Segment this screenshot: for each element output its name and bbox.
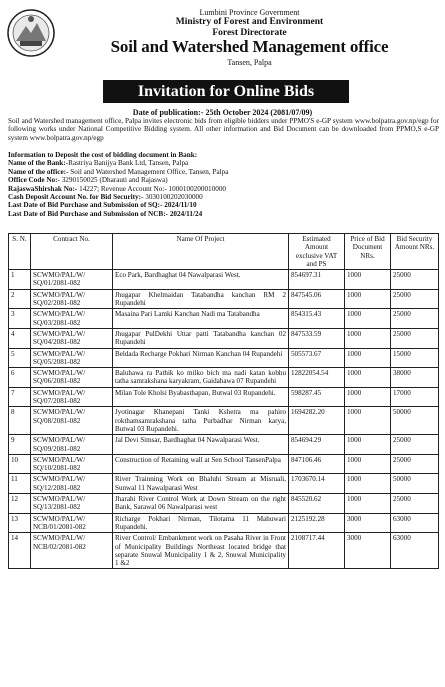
row-contract: SCWMO/PAL/W/ NCB/02/2081-082 (31, 533, 113, 569)
table-row (9, 494, 439, 514)
row-sn: 4 (9, 328, 31, 348)
row-cost: 847106.46 (289, 454, 345, 474)
header-price: Price of Bid Document NRs. (345, 234, 391, 270)
row-project: Masaina Pari Lamki Kanchan Nadi ma Tatabandha (113, 309, 289, 329)
row-sn: 10 (9, 454, 31, 474)
row-sn: 12 (9, 494, 31, 514)
row-security: 17000 (391, 387, 439, 407)
row-cost: 847545.06 (289, 289, 345, 309)
row-project: Construction of Retaining wall at Sen School TansenPalpa (113, 454, 289, 474)
table-row (9, 513, 439, 533)
row-cost: 854697.31 (289, 270, 345, 290)
deposit-info (8, 151, 439, 218)
rajaswa-line (8, 185, 439, 193)
row-sn: 7 (9, 387, 31, 407)
deposit-heading: Information to Deposit the cost of bidding document in Bank: (8, 151, 198, 159)
header-sn: S. N. (9, 234, 31, 270)
row-price: 1000 (345, 474, 391, 494)
row-contract: SCWMO/PAL/W/ NCB/01/2081-082 (31, 513, 113, 533)
row-security: 25000 (391, 494, 439, 514)
row-contract: SCWMO/PAL/W/ SQ/09/2081-082 (31, 435, 113, 455)
row-project: Richarge Pokhari Nirman, Tilotama 11 Mahuwari Rupandehi. (113, 513, 289, 533)
row-sn: 3 (9, 309, 31, 329)
row-contract: SCWMO/PAL/W/ SQ/06/2081-082 (31, 368, 113, 388)
table-row (9, 387, 439, 407)
row-cost: 1703670.14 (289, 474, 345, 494)
row-security: 50000 (391, 474, 439, 494)
ncb-deadline-label: Last Date of Bid Purchase and Submission of NCB:- (8, 209, 169, 218)
government-emblem-icon (6, 8, 56, 58)
row-project: River Control/ Embankment work on Pasaha River in Front of Municipality Buildings Northeast located bridge that separate Snuwal Municipality 1 & 2, Snuwal Municipality 1 &2 (113, 533, 289, 569)
row-security: 25000 (391, 309, 439, 329)
row-sn: 11 (9, 474, 31, 494)
table-row (9, 289, 439, 309)
row-contract: SCWMO/PAL/W/ SQ/13/2081-082 (31, 494, 113, 514)
cash-value: 3030100202030000 (143, 193, 203, 202)
row-project: River Trainning Work on Bhaluhi Stream at Misruali, Sunwal 11 Nawalparasi West (113, 474, 289, 494)
row-cost: 505573.67 (289, 348, 345, 368)
cash-label: Cash Deposit Account No. for Bid Security:- (8, 193, 144, 202)
row-security: 25000 (391, 289, 439, 309)
row-cost: 598287.45 (289, 387, 345, 407)
row-security: 15000 (391, 348, 439, 368)
row-price: 1000 (345, 494, 391, 514)
ministry-name: Ministry of Forest and Environment (175, 17, 324, 27)
cash-line (8, 193, 439, 201)
row-project: Baluhawa ra Pathik ko milko bich ma nadi katan kobhu tatha samrakshana karyakram, Gaidahawa 07 Rupandehi (113, 368, 289, 388)
row-price: 3000 (345, 533, 391, 569)
table-row (9, 435, 439, 455)
bank-label: Name of the Bank:- (8, 159, 69, 168)
row-security: 25000 (391, 328, 439, 348)
publication-date (0, 108, 445, 117)
rajaswa-label: RajaswaShirshak No:- (8, 184, 78, 193)
header-project: Name Of Project (113, 234, 289, 270)
directorate-name: Forest Directorate (212, 28, 287, 38)
sq-deadline-value: 2024/11/10 (162, 201, 197, 210)
row-security: 38000 (391, 368, 439, 388)
row-project: Beldada Recharge Pokhari Nirman Kanchan 04 Rupandehi (113, 348, 289, 368)
row-contract: SCWMO/PAL/W/ SQ/03/2081-082 (31, 309, 113, 329)
table-row (9, 348, 439, 368)
row-sn: 2 (9, 289, 31, 309)
row-security: 25000 (391, 270, 439, 290)
table-row (9, 309, 439, 329)
row-security: 63000 (391, 533, 439, 569)
row-price: 1000 (345, 348, 391, 368)
table-row (9, 368, 439, 388)
code-line (8, 176, 439, 184)
sq-deadline-line (8, 201, 439, 209)
row-sn: 9 (9, 435, 31, 455)
row-cost: 854315.43 (289, 309, 345, 329)
row-sn: 13 (9, 513, 31, 533)
row-sn: 5 (9, 348, 31, 368)
publication-date-label: Date of publication:- (132, 108, 204, 117)
bids-table (8, 233, 439, 569)
office-value: Soil and Watershed Management Office, Tansen, Palpa (68, 167, 229, 176)
row-price: 1000 (345, 289, 391, 309)
row-price: 1000 (345, 309, 391, 329)
row-sn: 6 (9, 368, 31, 388)
row-contract: SCWMO/PAL/W/ SQ/02/2081-082 (31, 289, 113, 309)
row-sn: 8 (9, 407, 31, 435)
row-contract: SCWMO/PAL/W/ SQ/12/2081-082 (31, 474, 113, 494)
table-row (9, 533, 439, 569)
row-security: 25000 (391, 435, 439, 455)
row-price: 1000 (345, 368, 391, 388)
row-project: Jhugapar Khelmaidan Tatabandha kanchan RM 2 Rupandehi (113, 289, 289, 309)
row-cost: 2108717.44 (289, 533, 345, 569)
row-sn: 14 (9, 533, 31, 569)
row-price: 1000 (345, 387, 391, 407)
row-contract: SCWMO/PAL/W/ SQ/07/2081-082 (31, 387, 113, 407)
government-name: Lumbini Province Government (199, 8, 300, 17)
office-label: Name of the office:- (8, 167, 69, 176)
row-project: Milan Tole Kholsi Byabasthapan, Butwal 03 Rupandehi. (113, 387, 289, 407)
row-cost: 854694.29 (289, 435, 345, 455)
office-line (8, 168, 439, 176)
row-security: 25000 (391, 454, 439, 474)
row-price: 1000 (345, 328, 391, 348)
row-project: Eco Park, Bardhaghat 04 Nawalparasi West. (113, 270, 289, 290)
row-contract: SCWMO/PAL/W/ SQ/05/2081-082 (31, 348, 113, 368)
row-contract: SCWMO/PAL/W/ SQ/01/2081-082 (31, 270, 113, 290)
header-security: Bid Security Amount NRs. (391, 234, 439, 270)
row-cost: 845520.62 (289, 494, 345, 514)
row-price: 3000 (345, 513, 391, 533)
row-sn: 1 (9, 270, 31, 290)
row-price: 1000 (345, 454, 391, 474)
row-price: 1000 (345, 407, 391, 435)
rajaswa-value: 14227; Revenue Account No:- 1000100200010000 (77, 184, 227, 193)
table-row (9, 454, 439, 474)
row-security: 63000 (391, 513, 439, 533)
row-contract: SCWMO/PAL/W/ SQ/04/2081-082 (31, 328, 113, 348)
row-cost: 847533.59 (289, 328, 345, 348)
row-project: Jhugapar PulDekhi Uttar patti Tatabandha kanchan 02 Rupandehi (113, 328, 289, 348)
row-price: 1000 (345, 270, 391, 290)
table-header-row (9, 234, 439, 270)
ncb-deadline-line (8, 210, 439, 218)
publication-date-value: 25th October 2024 (2081/07/09) (205, 108, 313, 117)
table-row (9, 407, 439, 435)
code-label: Office Code No:- (8, 176, 60, 185)
row-security: 50000 (391, 407, 439, 435)
row-contract: SCWMO/PAL/W/ SQ/08/2081-082 (31, 407, 113, 435)
row-price: 1000 (345, 435, 391, 455)
header-cost: Estimated Amount exclusive VAT and PS (289, 234, 345, 270)
row-project: Jyotinagar Khanepani Tanki Kshetra ma pahiro rokthamsamrakshana tatha Purbadhar Nirman karya, Butwal 03 Rupandehi. (113, 407, 289, 435)
bank-line (8, 159, 439, 167)
table-row (9, 270, 439, 290)
sq-deadline-label: Last Date of Bid Purchase and Submission of SQ:- (8, 201, 163, 210)
row-contract: SCWMO/PAL/W/ SQ/10/2081-082 (31, 454, 113, 474)
intro-paragraph: Soil and Watershed management office, Palpa invites electronic bids from eligible bidders under PPMO'S e-GP system www.bolpatra.gov.np/egp for following works under National Competitive Bidding system. All other information and Bid Document can be downloaded from PPMO,S e-GP system www.bolpatra.gov.np/egp (8, 117, 439, 142)
code-value: 3290150025 (Dharauti and Rajaswa) (59, 176, 168, 185)
bank-value: Rastriya Banijya Bank Ltd, Tansen, Palpa (68, 159, 189, 168)
page-title: Invitation for Online Bids (103, 80, 349, 103)
row-project: Jharahi River Control Work at Down Stream on the right Bank, Sarawal 06 Nawalparasi west (113, 494, 289, 514)
table-row (9, 474, 439, 494)
row-cost: 1694282.20 (289, 407, 345, 435)
office-location: Tansen, Palpa (227, 58, 272, 67)
ncb-deadline-value: 2024/11/24 (168, 209, 203, 218)
row-project: Jal Devi Simsar, Bardhaghat 04 Nawalparasi West. (113, 435, 289, 455)
table-row (9, 328, 439, 348)
office-name: Soil and Watershed Management office (110, 37, 389, 56)
row-cost: 2125192.28 (289, 513, 345, 533)
row-cost: 12822054.54 (289, 368, 345, 388)
header-contract: Contract No. (31, 234, 113, 270)
